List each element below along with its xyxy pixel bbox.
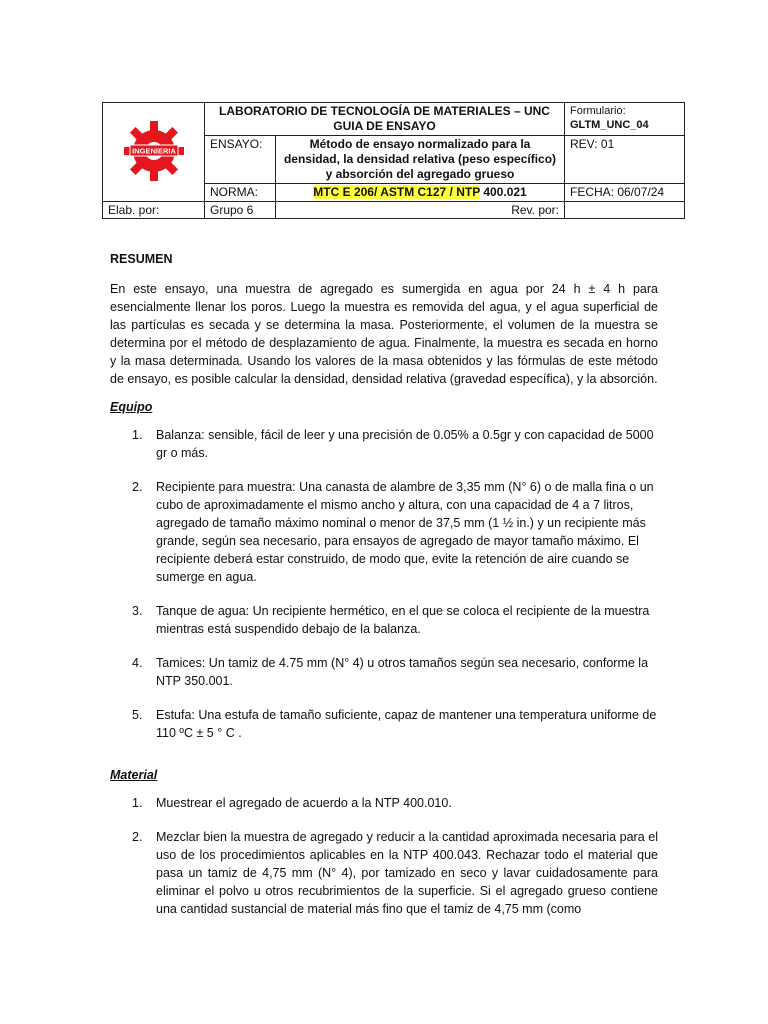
resumen-title: RESUMEN — [110, 252, 173, 266]
list-item: 5. Estufa: Una estufa de tamaño suficiente, capaz de mantener una temperatura uniforme de 110 ºC ± 5 ° C . — [132, 708, 657, 740]
material-title: Material — [110, 768, 158, 782]
ensayo-label: ENSAYO: — [205, 136, 276, 184]
list-item: 3. Tanque de agua: Un recipiente hermético, en el que se coloca el recipiente de la muestra mientras está suspendido debajo de la balanza. — [132, 604, 650, 636]
equipo-list — [110, 426, 658, 742]
form-label: Formulario: — [570, 105, 626, 117]
header-table — [102, 102, 685, 219]
fecha: FECHA: 06/07/24 — [565, 184, 685, 202]
rev-por-label: Rev. por: — [276, 202, 565, 219]
rev-por-value — [565, 202, 685, 219]
norma-number: 400.021 — [480, 185, 527, 199]
form-cell — [565, 103, 685, 136]
document-body — [110, 250, 658, 918]
list-item: 1. Balanza: sensible, fácil de leer y una precisión de 0.05% a 0.5gr y con capacidad de 5000 gr o más. — [132, 428, 654, 460]
material-list — [110, 794, 658, 918]
list-item: 2. Recipiente para muestra: Una canasta de alambre de 3,35 mm (N° 6) o de malla fina o un cubo de aproximadamente el mismo ancho y altura, con una capacidad de 4 a 7 litros, agregado de tamaño máximo nominal o menor de 37,5 mm (1 ½ in.) y un recipiente más grande, según sea necesario, para ensayos de agregado de mayor tamaño máximo. El recipiente deberá estar construido, de modo que, evite la retención de aire cuando se sumerge en agua. — [132, 480, 654, 584]
logo-cell — [103, 103, 205, 202]
title-cell — [205, 103, 565, 136]
form-code: GLTM_UNC_04 — [570, 119, 649, 131]
ingenieria-gear-logo-icon — [122, 119, 186, 183]
norma-highlight: MTC E 206/ ASTM C127 / NTP — [313, 185, 480, 199]
list-item: 2. Mezclar bien la muestra de agregado y reducir a la cantidad aproximada necesaria para el uso de los procedimientos aplicables en la NTP 400.043. Rechazar todo el material que pasa un tamiz de 4,75 mm (N° 4), por tamizado en seco y lavar cuidadosamente para eliminar el polvo u otros recubrimientos de la superficie. Si el agregado grueso contiene una cantidad sustancial de material más fino que el tamiz de 4,75 mm (como — [132, 830, 658, 916]
elab-value: Grupo 6 — [205, 202, 276, 219]
guide-title: GUIA DE ENSAYO — [333, 119, 436, 133]
norma-label: NORMA: — [205, 184, 276, 202]
rev-number: REV: 01 — [565, 136, 685, 184]
logo-text: INGENIERIA — [131, 146, 176, 155]
norma-value — [276, 184, 565, 202]
equipo-title: Equipo — [110, 400, 153, 414]
lab-title: LABORATORIO DE TECNOLOGÍA DE MATERIALES – UNC — [219, 104, 550, 118]
list-item: 4. Tamices: Un tamiz de 4.75 mm (N° 4) u otros tamaños según sea necesario, conforme la NTP 350.001. — [132, 656, 649, 688]
resumen-text: En este ensayo, una muestra de agregado es sumergida en agua por 24 h ± 4 h para esencialmente llenar los poros. Luego la muestra es removida del agua, y el agua superficial de las partículas es secada y se determina la masa. Posteriormente, el volumen de la muestra se determina por el método de desplazamiento de agua. Finalmente, la muestra es secada en horno y la masa determinada. Usando los valores de la masa obtenidos y las fórmulas de este método de ensayo, es posible calcular la densidad, densidad relativa (gravedad específica), y la absorción. — [110, 282, 658, 386]
ensayo-value: Método de ensayo normalizado para la densidad, la densidad relativa (peso específico) y absorción del agregado grueso — [276, 136, 565, 184]
list-item: 1. Muestrear el agregado de acuerdo a la NTP 400.010. — [132, 796, 452, 810]
elab-label: Elab. por: — [103, 202, 205, 219]
